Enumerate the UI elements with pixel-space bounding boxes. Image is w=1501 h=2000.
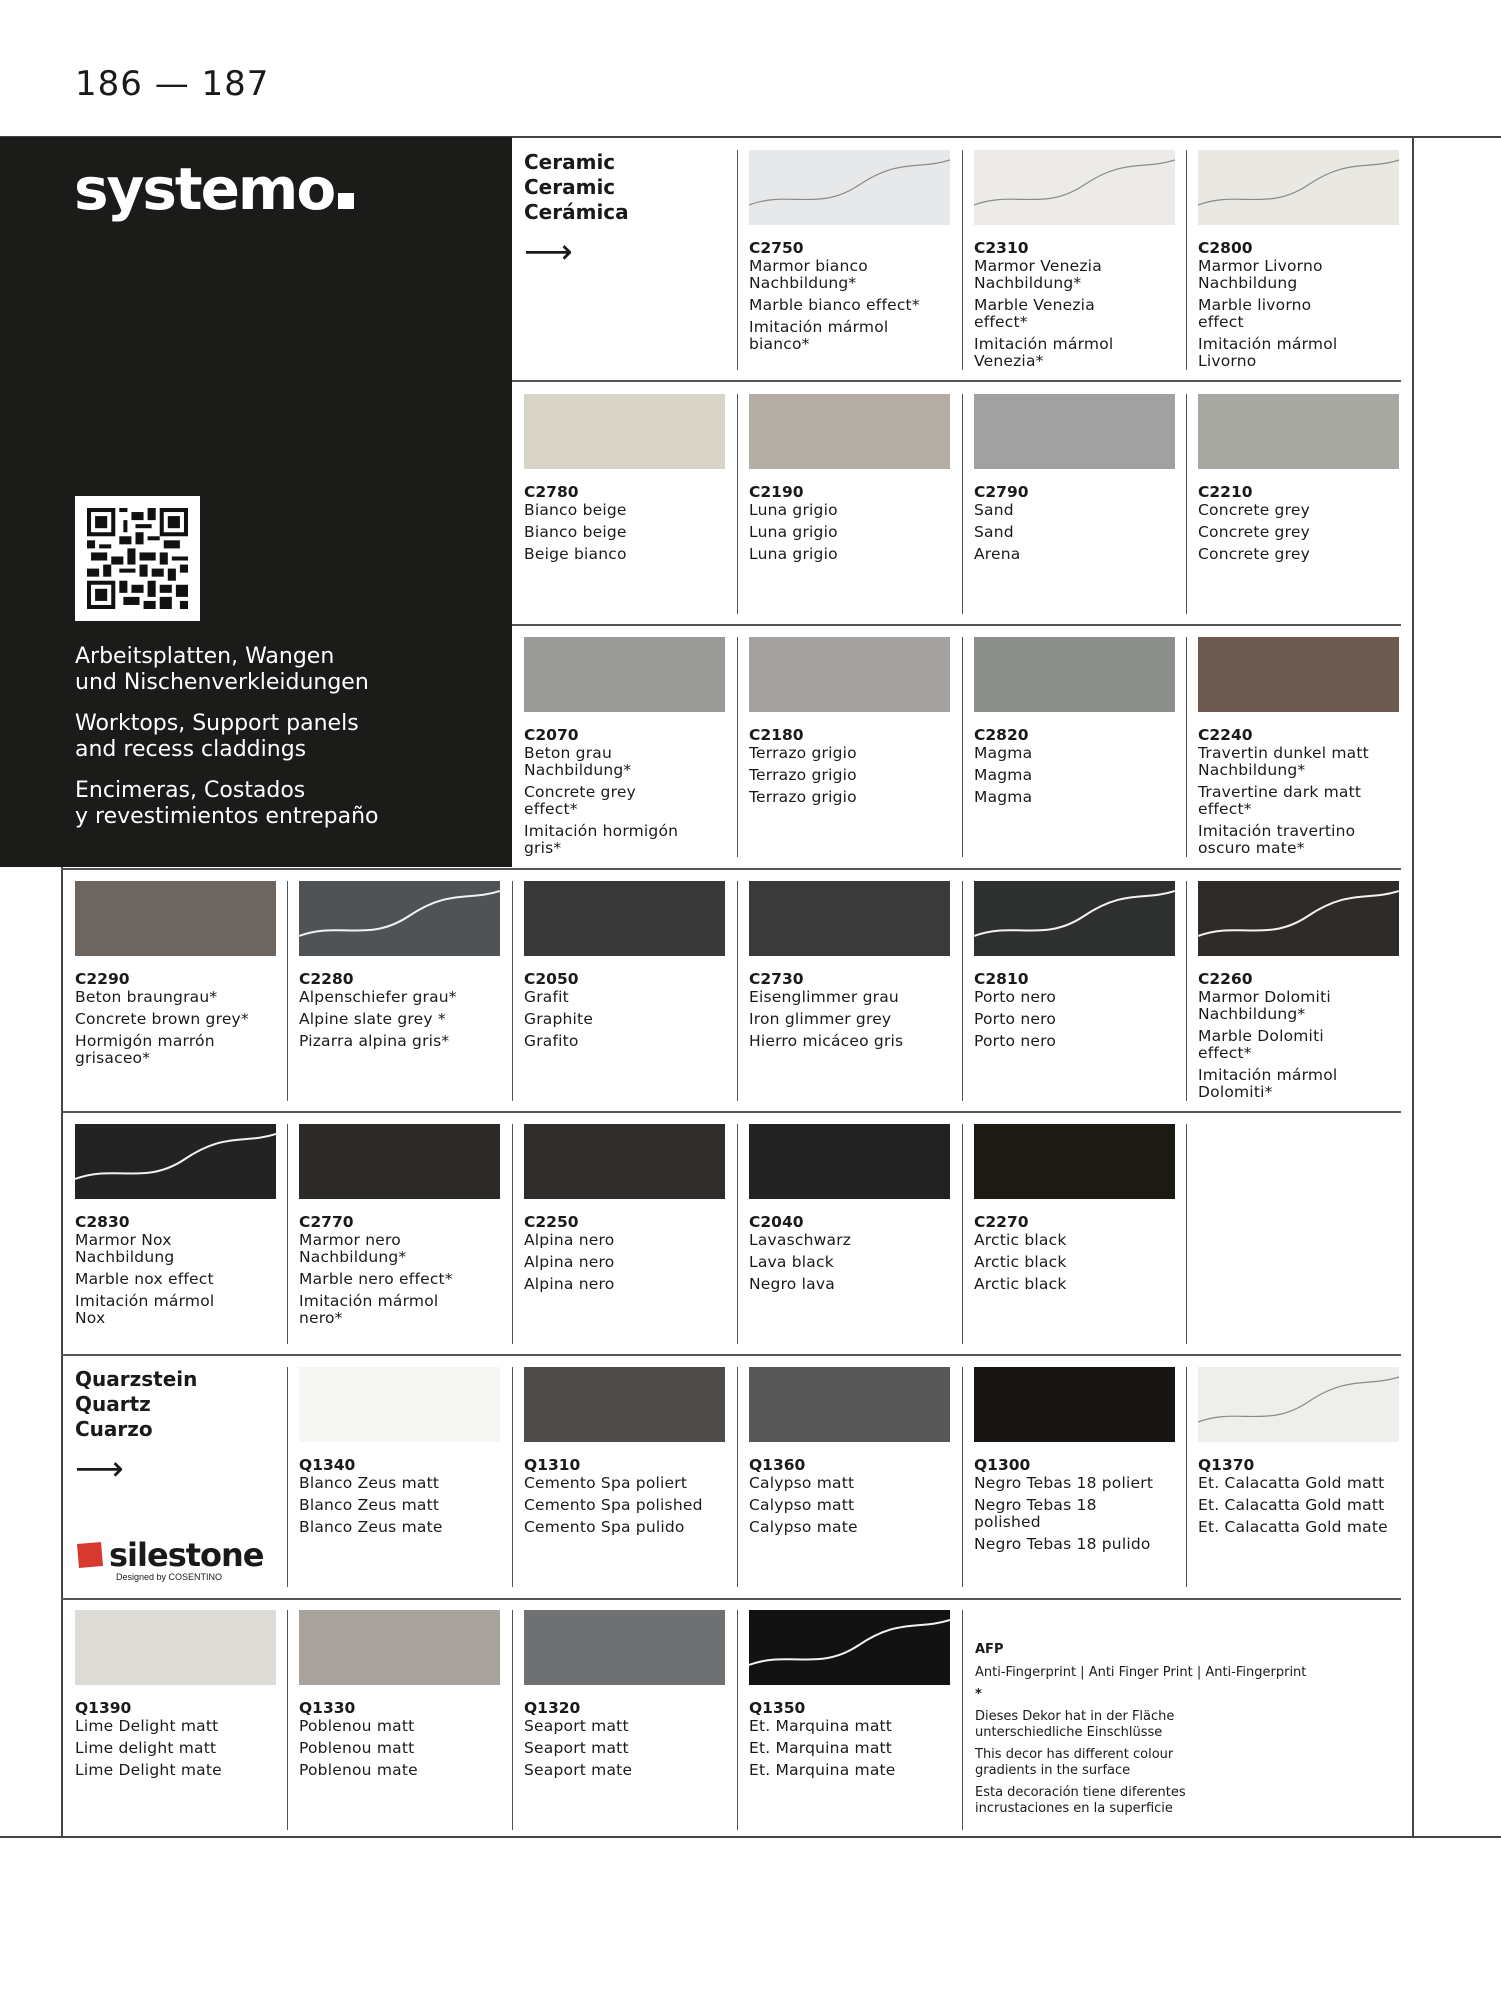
decor-name-en: Poblenou matt xyxy=(299,1739,415,1757)
decor-q1350 xyxy=(749,1610,950,1784)
decor-name-es: Beige bianco xyxy=(524,545,627,563)
decor-code: C2750 xyxy=(749,239,804,257)
decor-code: C2310 xyxy=(974,239,1029,257)
decor-name-de: Alpina nero xyxy=(524,1231,615,1249)
decor-name-en: Arctic black xyxy=(974,1253,1067,1271)
column-divider xyxy=(737,1367,738,1587)
decor-name-de: Arctic black xyxy=(974,1231,1067,1249)
decor-name-de: Beton grau Nachbildung* xyxy=(524,744,632,779)
decor-c2050 xyxy=(524,881,725,1055)
decor-c2210 xyxy=(1198,394,1399,568)
column-divider xyxy=(962,1367,963,1587)
decor-q1320 xyxy=(524,1610,725,1784)
decor-swatch xyxy=(524,637,725,712)
decor-code: C2290 xyxy=(75,970,130,988)
decor-swatch xyxy=(749,637,950,712)
decor-code: C2810 xyxy=(974,970,1029,988)
decor-name-de: Et. Calacatta Gold matt xyxy=(1198,1474,1385,1492)
decor-name-en: Negro Tebas 18 polished xyxy=(974,1496,1097,1531)
decor-name-es: Lime Delight mate xyxy=(75,1761,222,1779)
silestone-mark-icon xyxy=(75,1540,105,1570)
decor-swatch xyxy=(524,881,725,956)
decor-name-en: Concrete grey xyxy=(1198,523,1310,541)
decor-name-es: Hierro micáceo gris xyxy=(749,1032,904,1050)
decor-name-en: Lime delight matt xyxy=(75,1739,217,1757)
decor-code: C2050 xyxy=(524,970,579,988)
column-divider xyxy=(962,1124,963,1344)
decor-name-de: Marmor Dolomiti Nachbildung* xyxy=(1198,988,1331,1023)
decor-c2780 xyxy=(524,394,725,568)
decor-swatch xyxy=(1198,637,1399,712)
decor-name-de: Poblenou matt xyxy=(299,1717,415,1735)
decor-swatch xyxy=(524,1367,725,1442)
decor-code: C2270 xyxy=(974,1213,1029,1231)
decor-name-es: Poblenou mate xyxy=(299,1761,418,1779)
quartz-title: Quarzstein Quartz Cuarzo xyxy=(75,1367,198,1441)
decor-name-de: Eisenglimmer grau xyxy=(749,988,899,1006)
decor-swatch xyxy=(749,1610,950,1685)
decor-q1390 xyxy=(75,1610,276,1784)
decor-code: Q1390 xyxy=(75,1699,132,1717)
decor-name-de: Porto nero xyxy=(974,988,1057,1006)
star-marker: * xyxy=(975,1687,982,1702)
column-divider xyxy=(1186,1367,1187,1587)
vein-texture xyxy=(1198,1367,1399,1442)
decor-c2280 xyxy=(299,881,500,1055)
decor-name-en: Terrazo grigio xyxy=(749,766,857,784)
decor-name-es: Cemento Spa pulido xyxy=(524,1518,685,1536)
decor-code: Q1340 xyxy=(299,1456,356,1474)
row-divider xyxy=(512,380,1401,382)
decor-q1340 xyxy=(299,1367,500,1541)
decor-c2190 xyxy=(749,394,950,568)
column-divider xyxy=(512,1124,513,1344)
decor-name-de: Sand xyxy=(974,501,1014,519)
decor-name-es: Negro lava xyxy=(749,1275,835,1293)
decor-swatch xyxy=(299,881,500,956)
systemo-logo: systemo xyxy=(74,155,354,223)
decor-name-es: Blanco Zeus mate xyxy=(299,1518,443,1536)
decor-name-es: Imitación travertino oscuro mate* xyxy=(1198,822,1356,857)
decor-c2800 xyxy=(1198,150,1399,375)
decor-name-en: Calypso matt xyxy=(749,1496,855,1514)
decor-c2040 xyxy=(749,1124,950,1298)
decor-name-de: Marmor Livorno Nachbildung xyxy=(1198,257,1323,292)
decor-code: C2830 xyxy=(75,1213,130,1231)
decor-swatch xyxy=(1198,394,1399,469)
vein-texture xyxy=(299,881,500,956)
decor-name-es: Et. Marquina mate xyxy=(749,1761,896,1779)
decor-name-es: Alpina nero xyxy=(524,1275,615,1293)
decor-name-es: Concrete grey xyxy=(1198,545,1310,563)
decor-name-es: Hormigón marrón grisaceo* xyxy=(75,1032,215,1067)
decor-name-de: Concrete grey xyxy=(1198,501,1310,519)
row-divider xyxy=(61,1111,1401,1113)
decor-code: Q1320 xyxy=(524,1699,581,1717)
column-divider xyxy=(737,150,738,370)
decor-code: C2780 xyxy=(524,483,579,501)
decor-swatch xyxy=(75,1124,276,1199)
decor-code: C2210 xyxy=(1198,483,1253,501)
decor-name-de: Marmor nero Nachbildung* xyxy=(299,1231,407,1266)
decor-name-en: Lava black xyxy=(749,1253,834,1271)
decor-name-en: Cemento Spa polished xyxy=(524,1496,703,1514)
decor-name-es: Luna grigio xyxy=(749,545,838,563)
column-divider xyxy=(962,881,963,1101)
vein-texture xyxy=(974,150,1175,225)
decor-c2180 xyxy=(749,637,950,811)
panel-text-en: Worktops, Support panels and recess claddings xyxy=(75,711,359,762)
decor-swatch xyxy=(299,1610,500,1685)
vein-texture xyxy=(75,1124,276,1199)
decor-code: Q1300 xyxy=(974,1456,1031,1474)
decor-name-en: Seaport matt xyxy=(524,1739,629,1757)
decor-name-de: Luna grigio xyxy=(749,501,838,519)
decor-q1330 xyxy=(299,1610,500,1784)
decor-code: C2820 xyxy=(974,726,1029,744)
decor-name-es: Grafito xyxy=(524,1032,579,1050)
decor-name-de: Calypso matt xyxy=(749,1474,855,1492)
page-numbers: 186 — 187 xyxy=(75,64,270,104)
note-de: Dieses Dekor hat in der Fläche unterschiedliche Einschlüsse xyxy=(975,1709,1175,1740)
column-divider xyxy=(512,1610,513,1830)
decor-code: C2800 xyxy=(1198,239,1253,257)
silestone-logo: silestone Designed by COSENTINO xyxy=(75,1536,264,1582)
decor-name-en: Travertine dark matt effect* xyxy=(1198,783,1362,818)
decor-code: C2730 xyxy=(749,970,804,988)
decor-c2770 xyxy=(299,1124,500,1332)
decor-code: C2250 xyxy=(524,1213,579,1231)
column-divider xyxy=(962,637,963,857)
decor-swatch xyxy=(974,881,1175,956)
decor-swatch xyxy=(524,1610,725,1685)
decor-name-en: Porto nero xyxy=(974,1010,1057,1028)
decor-code: C2260 xyxy=(1198,970,1253,988)
decor-swatch xyxy=(299,1124,500,1199)
decor-swatch xyxy=(974,150,1175,225)
decor-code: C2070 xyxy=(524,726,579,744)
decor-code: Q1360 xyxy=(749,1456,806,1474)
decor-code: C2280 xyxy=(299,970,354,988)
column-divider xyxy=(512,881,513,1101)
decor-name-de: Beton braungrau* xyxy=(75,988,218,1006)
decor-c2310 xyxy=(974,150,1175,375)
column-divider xyxy=(737,881,738,1101)
decor-name-en: Bianco beige xyxy=(524,523,627,541)
column-divider xyxy=(962,394,963,614)
decor-swatch xyxy=(524,394,725,469)
decor-swatch xyxy=(749,1367,950,1442)
decor-code: C2180 xyxy=(749,726,804,744)
decor-name-de: Terrazo grigio xyxy=(749,744,857,762)
left-border xyxy=(61,867,63,1837)
decor-swatch xyxy=(524,1124,725,1199)
decor-swatch xyxy=(749,150,950,225)
decor-name-de: Marmor Venezia Nachbildung* xyxy=(974,257,1102,292)
column-divider xyxy=(512,1367,513,1587)
column-divider xyxy=(737,1124,738,1344)
column-divider xyxy=(1186,150,1187,370)
ceramic-title: Ceramic Ceramic Cerámica xyxy=(524,150,629,224)
decor-c2830 xyxy=(75,1124,276,1332)
column-divider xyxy=(962,150,963,370)
decor-name-en: Marble livorno effect xyxy=(1198,296,1312,331)
decor-name-de: Marmor Nox Nachbildung xyxy=(75,1231,175,1266)
decor-c2820 xyxy=(974,637,1175,811)
decor-name-en: Alpina nero xyxy=(524,1253,615,1271)
decor-swatch xyxy=(974,394,1175,469)
decor-swatch xyxy=(75,881,276,956)
decor-c2270 xyxy=(974,1124,1175,1298)
arrow-right-icon: ⟶ xyxy=(524,233,573,271)
decor-name-en: Alpine slate grey * xyxy=(299,1010,446,1028)
column-divider xyxy=(737,394,738,614)
afp-title: AFP xyxy=(975,1642,1004,1657)
decor-code: C2770 xyxy=(299,1213,354,1231)
column-divider xyxy=(737,1610,738,1830)
decor-swatch xyxy=(299,1367,500,1442)
panel-text-de: Arbeitsplatten, Wangen und Nischenverkleidungen xyxy=(75,644,369,695)
decor-name-es: Imitación mármol bianco* xyxy=(749,318,889,353)
arrow-right-icon: ⟶ xyxy=(75,1450,124,1488)
ceramic-header xyxy=(524,150,629,269)
note-en: This decor has different colour gradients in the surface xyxy=(975,1747,1174,1778)
decor-name-en: Marble Dolomiti effect* xyxy=(1198,1027,1324,1062)
decor-swatch xyxy=(1198,1367,1399,1442)
decor-name-es: Imitación mármol Livorno xyxy=(1198,335,1338,370)
decor-q1310 xyxy=(524,1367,725,1541)
decor-name-es: Et. Calacatta Gold mate xyxy=(1198,1518,1388,1536)
qr-code[interactable] xyxy=(75,496,200,621)
decor-name-en: Marble bianco effect* xyxy=(749,296,920,314)
decor-name-en: Marble nero effect* xyxy=(299,1270,453,1288)
decor-q1370 xyxy=(1198,1367,1399,1541)
decor-name-es: Pizarra alpina gris* xyxy=(299,1032,450,1050)
decor-code: Q1350 xyxy=(749,1699,806,1717)
row-divider xyxy=(61,868,1401,870)
decor-q1360 xyxy=(749,1367,950,1541)
decor-name-en: Blanco Zeus matt xyxy=(299,1496,440,1514)
vein-texture xyxy=(749,150,950,225)
column-divider xyxy=(287,881,288,1101)
decor-q1300 xyxy=(974,1367,1175,1558)
afp-text: Anti-Fingerprint | Anti Finger Print | Anti-Fingerprint xyxy=(975,1665,1307,1680)
decor-name-de: Et. Marquina matt xyxy=(749,1717,893,1735)
column-divider xyxy=(287,1367,288,1587)
decor-name-es: Arctic black xyxy=(974,1275,1067,1293)
decor-name-en: Iron glimmer grey xyxy=(749,1010,892,1028)
decor-name-de: Travertin dunkel matt Nachbildung* xyxy=(1198,744,1369,779)
decor-swatch xyxy=(75,1610,276,1685)
decor-code: Q1370 xyxy=(1198,1456,1255,1474)
decor-code: Q1330 xyxy=(299,1699,356,1717)
decor-name-en: Graphite xyxy=(524,1010,594,1028)
column-divider xyxy=(287,1610,288,1830)
decor-name-en: Marble nox effect xyxy=(75,1270,214,1288)
vein-texture xyxy=(749,1610,950,1685)
decor-code: C2240 xyxy=(1198,726,1253,744)
decor-name-de: Lavaschwarz xyxy=(749,1231,852,1249)
decor-name-es: Imitación mármol nero* xyxy=(299,1292,439,1327)
quartz-header xyxy=(75,1367,197,1486)
decor-c2730 xyxy=(749,881,950,1055)
row-divider xyxy=(61,1598,1401,1600)
decor-name-de: Negro Tebas 18 poliert xyxy=(974,1474,1154,1492)
decor-name-de: Cemento Spa poliert xyxy=(524,1474,688,1492)
column-divider xyxy=(1186,1124,1187,1344)
decor-swatch xyxy=(749,881,950,956)
note-es: Esta decoración tiene diferentes incrustaciones en la superficie xyxy=(975,1785,1186,1816)
right-border xyxy=(1412,136,1414,1837)
vein-texture xyxy=(1198,150,1399,225)
decor-name-es: Calypso mate xyxy=(749,1518,858,1536)
decor-swatch xyxy=(974,637,1175,712)
vein-texture xyxy=(974,881,1175,956)
column-divider xyxy=(1186,881,1187,1101)
panel-text-es: Encimeras, Costados y revestimientos entrepaño xyxy=(75,778,379,829)
decor-name-de: Alpenschiefer grau* xyxy=(299,988,457,1006)
decor-c2240 xyxy=(1198,637,1399,862)
decor-c2750 xyxy=(749,150,950,358)
decor-c2070 xyxy=(524,637,725,862)
decor-name-en: Marble Venezia effect* xyxy=(974,296,1095,331)
decor-name-es: Negro Tebas 18 pulido xyxy=(974,1535,1151,1553)
decor-name-de: Bianco beige xyxy=(524,501,627,519)
decor-name-es: Porto nero xyxy=(974,1032,1057,1050)
decor-name-de: Magma xyxy=(974,744,1033,762)
decor-name-es: Seaport mate xyxy=(524,1761,633,1779)
decor-code: C2190 xyxy=(749,483,804,501)
decor-name-es: Imitación mármol Dolomiti* xyxy=(1198,1066,1338,1101)
decor-code: C2790 xyxy=(974,483,1029,501)
decor-name-de: Blanco Zeus matt xyxy=(299,1474,440,1492)
decor-name-de: Seaport matt xyxy=(524,1717,629,1735)
decor-c2260 xyxy=(1198,881,1399,1106)
vein-texture xyxy=(1198,881,1399,956)
decor-name-es: Arena xyxy=(974,545,1021,563)
decor-name-en: Magma xyxy=(974,766,1033,784)
decor-c2810 xyxy=(974,881,1175,1055)
decor-swatch xyxy=(974,1367,1175,1442)
column-divider xyxy=(962,1610,963,1830)
notes-block xyxy=(975,1642,1345,1823)
column-divider xyxy=(287,1124,288,1344)
column-divider xyxy=(1186,394,1187,614)
decor-swatch xyxy=(1198,150,1399,225)
decor-swatch xyxy=(749,394,950,469)
decor-name-es: Magma xyxy=(974,788,1033,806)
decor-swatch xyxy=(974,1124,1175,1199)
decor-name-es: Terrazo grigio xyxy=(749,788,857,806)
bottom-rule xyxy=(0,1836,1501,1838)
decor-name-en: Concrete brown grey* xyxy=(75,1010,249,1028)
decor-name-en: Luna grigio xyxy=(749,523,838,541)
decor-name-de: Grafit xyxy=(524,988,569,1006)
decor-name-en: Sand xyxy=(974,523,1014,541)
decor-name-en: Et. Calacatta Gold matt xyxy=(1198,1496,1385,1514)
row-divider xyxy=(61,1354,1401,1356)
decor-c2290 xyxy=(75,881,276,1072)
decor-name-en: Concrete grey effect* xyxy=(524,783,636,818)
decor-name-en: Et. Marquina matt xyxy=(749,1739,893,1757)
column-divider xyxy=(1186,637,1187,857)
decor-name-de: Lime Delight matt xyxy=(75,1717,219,1735)
decor-name-es: Imitación mármol Venezia* xyxy=(974,335,1114,370)
decor-name-de: Marmor bianco Nachbildung* xyxy=(749,257,868,292)
decor-c2790 xyxy=(974,394,1175,568)
column-divider xyxy=(737,637,738,857)
decor-swatch xyxy=(1198,881,1399,956)
decor-swatch xyxy=(749,1124,950,1199)
decor-c2250 xyxy=(524,1124,725,1298)
qr-code-icon xyxy=(87,508,188,609)
decor-code: C2040 xyxy=(749,1213,804,1231)
decor-code: Q1310 xyxy=(524,1456,581,1474)
decor-name-es: Imitación mármol Nox xyxy=(75,1292,215,1327)
row-divider xyxy=(512,624,1401,626)
decor-name-es: Imitación hormigón gris* xyxy=(524,822,679,857)
